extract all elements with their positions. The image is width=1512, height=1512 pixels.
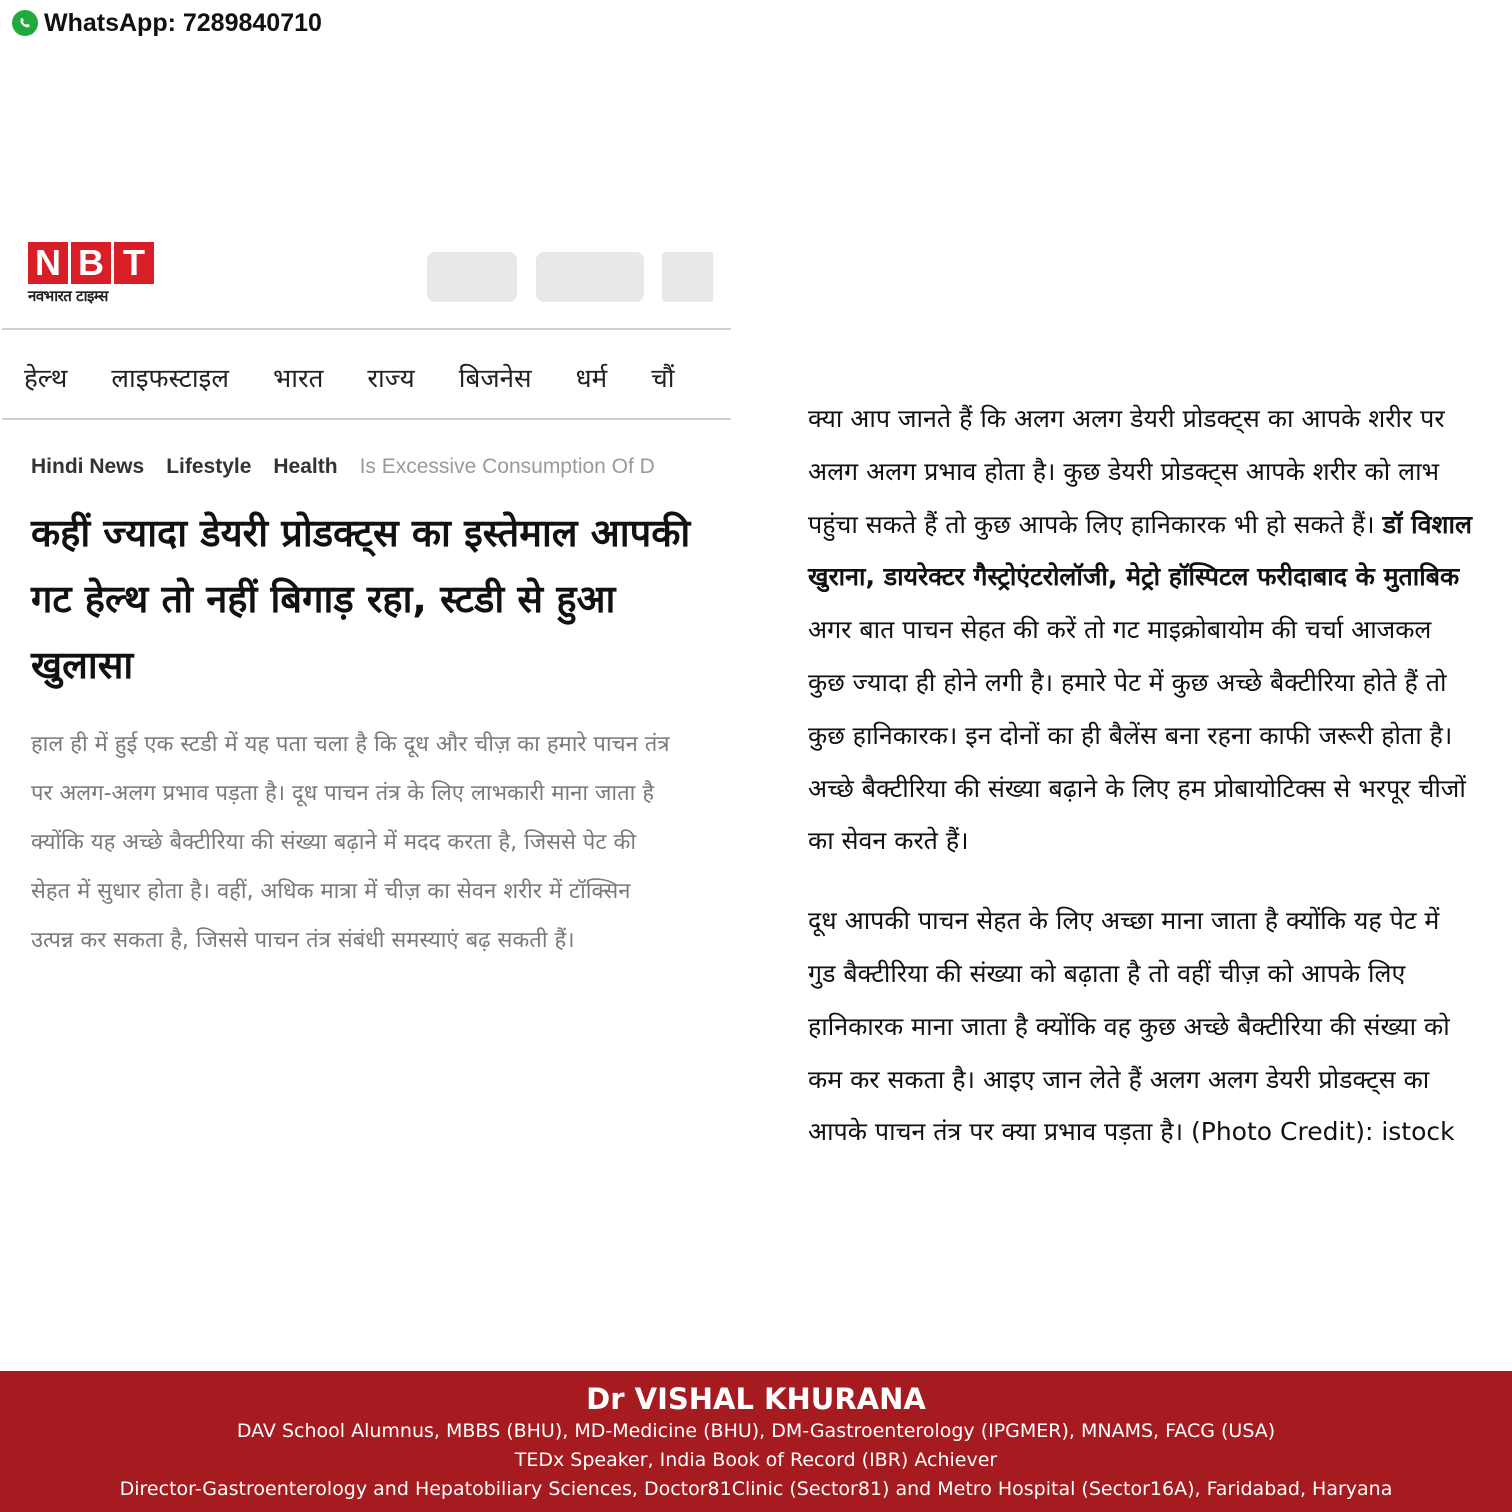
nbt-logo[interactable] [28,242,158,312]
header-divider [2,328,731,330]
nav-item-more[interactable]: चौं [651,364,675,394]
breadcrumb-current: Is Excessive Consumption Of D [359,455,655,478]
logo-letter-b: B [71,242,111,284]
nav-item-lifestyle[interactable]: लाइफस्टाइल [111,364,229,394]
breadcrumb-lifestyle[interactable]: Lifestyle [166,455,252,478]
nav-item-health[interactable]: हेल्थ [24,364,68,394]
footer-qualifications: DAV School Alumnus, MBBS (BHU), MD-Medicine (BHU), DM-Gastroenterology (IPGMER), MNAMS, FACG (USA) [236,1420,1276,1442]
nav-divider [2,418,731,420]
header-placeholder-1[interactable] [427,252,517,302]
footer-position: Director-Gastroenterology and Hepatobiliary Sciences, Doctor81Clinic (Sector81) and Metro Hospital (Sector16A), Faridabad, Haryana [119,1478,1393,1500]
breadcrumb [31,450,703,484]
p1-start: क्या आप जानते हैं कि अलग अलग डेयरी प्रोडक्ट्स का आपके शरीर पर अलग अलग प्रभाव होता है। कुछ डेयरी प्रोडक्ट्स आपके शरीर को लाभ पहुंचा सकते हैं तो कुछ आपके लिए हानिकारक भी हो सकते हैं। [808,404,1445,539]
footer-achievements: TEDx Speaker, India Book of Record (IBR) Achiever [514,1449,998,1471]
article-headline: कहीं ज्यादा डेयरी प्रोडक्ट्स का इस्तेमाल आपकी गट हेल्थ तो नहीं बिगाड़ रहा, स्टडी से हुआ खुलासा [31,511,691,687]
header-placeholder-3[interactable] [662,252,713,302]
nav-item-religion[interactable]: धर्म [575,364,608,394]
breadcrumb-health[interactable]: Health [273,455,338,478]
nbt-article-card [0,232,731,1032]
nav-item-business[interactable]: बिजनेस [458,364,532,394]
logo-subtitle: नवभारत टाइम्स [28,287,108,305]
whatsapp-contact[interactable] [12,6,322,40]
footer-doctor-name: Dr VISHAL KHURANA [586,1382,926,1416]
header-placeholder-2[interactable] [536,252,644,302]
article-paragraph-2: दूध आपकी पाचन सेहत के लिए अच्छा माना जाता है क्योंकि यह पेट में गुड बैक्टीरिया की संख्या को बढ़ाता है तो वहीं चीज़ को आपके लिए हानिकारक माना जाता है क्योंकि वह कुछ अच्छे बैक्टीरिया की संख्या को कम कर सकता है। आइए जान लेते हैं अलग अलग डेयरी प्रोडक्ट्स का आपके पाचन तंत्र पर क्या प्रभाव पड़ता है। (Photo Credit): istock [808,906,1455,1147]
article-body [808,393,1472,1159]
nav-item-states[interactable]: राज्य [367,364,415,394]
category-nav [0,352,731,402]
logo-letter-n: N [28,242,68,284]
whatsapp-icon [12,10,38,36]
footer-banner [0,1371,1512,1512]
breadcrumb-hindi-news[interactable]: Hindi News [31,455,145,478]
whatsapp-number: WhatsApp: 7289840710 [44,8,322,37]
p1-end: अगर बात पाचन सेहत की करें तो गट माइक्रोबायोम की चर्चा आजकल कुछ ज्यादा ही होने लगी है। हमारे पेट में कुछ अच्छे बैक्टीरिया होते हैं तो कुछ हानिकारक। इन दोनों का ही बैलेंस बना रहना काफी जरूरी होता है। अच्छे बैक्टीरिया की संख्या बढ़ाने के लिए हम प्रोबायोटिक्स से भरपूर चीजों का सेवन करते हैं। [808,615,1466,856]
doctor-citation: डॉ विशाल खुराना, डायरेक्टर गैस्ट्रोएंटरोलॉजी, मेट्रो हॉस्पिटल फरीदाबाद के मुताबिक [808,509,1472,592]
article-paragraph-1 [808,393,1472,868]
nav-item-india[interactable]: भारत [272,364,324,394]
logo-letter-t: T [114,242,154,284]
article-summary: हाल ही में हुई एक स्टडी में यह पता चला है कि दूध और चीज़ का हमारे पाचन तंत्र पर अलग-अलग प्रभाव पड़ता है। दूध पाचन तंत्र के लिए लाभकारी माना जाता है क्योंकि यह अच्छे बैक्टीरिया की संख्या बढ़ाने में मदद करता है, जिससे पेट की सेहत में सुधार होता है। वहीं, अधिक मात्रा में चीज़ का सेवन शरीर में टॉक्सिन उत्पन्न कर सकता है, जिससे पाचन तंत्र संबंधी समस्याएं बढ़ सकती हैं। [31,732,670,953]
